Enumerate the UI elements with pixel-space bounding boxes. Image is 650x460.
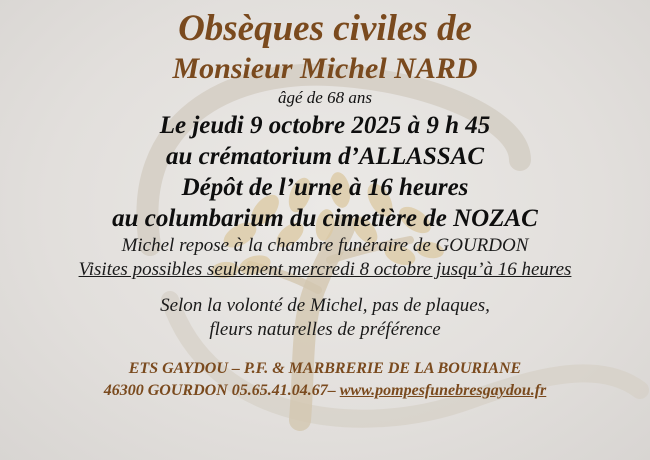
deceased-name: Monsieur Michel NARD xyxy=(172,52,478,85)
website-link[interactable]: www.pompesfunebresgaydou.fr xyxy=(339,382,547,399)
company-contact xyxy=(0,380,650,402)
urn-deposit: Dépôt de l’urne à 16 heures xyxy=(181,174,469,201)
wishes-line-2: fleurs naturelles de préférence xyxy=(209,319,441,340)
visits-line: Visites possibles seulement mercredi 8 octobre jusqu’à 16 heures xyxy=(78,259,572,280)
notice-title: Obsèques civiles de xyxy=(178,8,472,49)
age-line: âgé de 68 ans xyxy=(278,88,372,107)
wishes-line-1: Selon la volonté de Michel, pas de plaques, xyxy=(160,295,490,316)
ceremony-date: Le jeudi 9 octobre 2025 à 9 h 45 xyxy=(159,112,491,139)
company-address-phone: 46300 GOURDON 05.65.41.04.67– xyxy=(103,382,336,399)
funeral-chamber-line: Michel repose à la chambre funéraire de GOURDON xyxy=(121,235,529,256)
ceremony-place: au crématorium d’ALLASSAC xyxy=(165,143,485,170)
company-name: ETS GAYDOU – P.F. & MARBRERIE DE LA BOURIANE xyxy=(128,360,522,377)
columbarium-location: au columbarium du cimetière de NOZAC xyxy=(112,205,538,232)
